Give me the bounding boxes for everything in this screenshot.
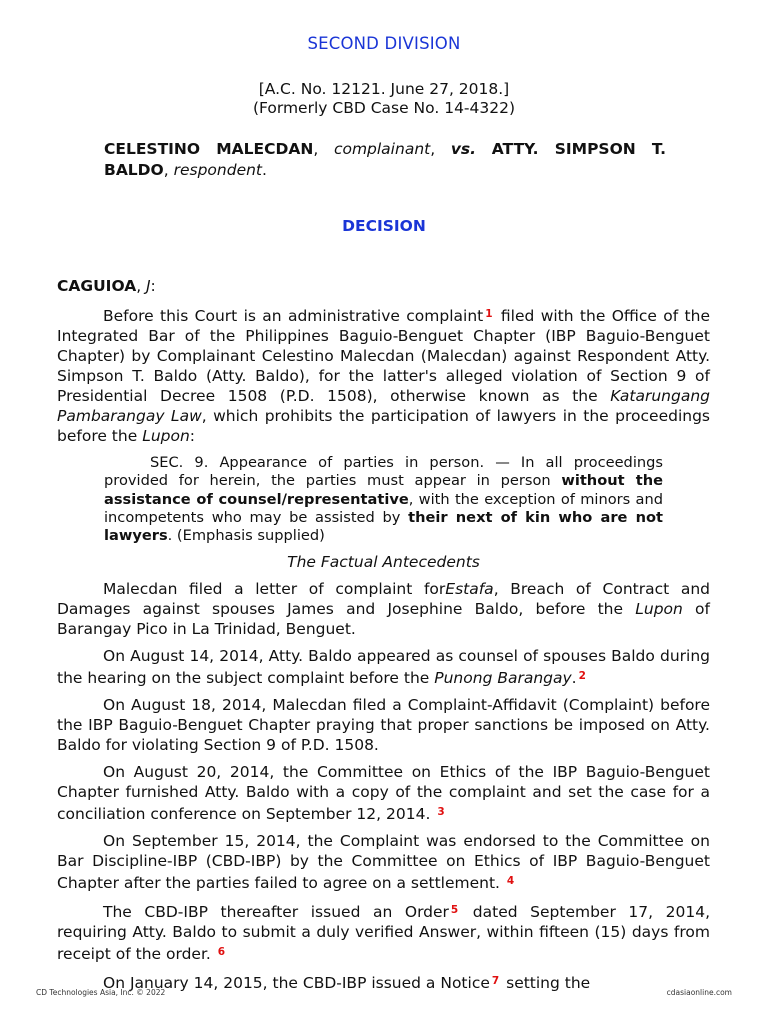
paragraph: On August 18, 2014, Malecdan filed a Complaint-Affidavit (Complaint) before the IBP Baguio-Benguet Chapter praying that proper sanctions be imposed on Atty. Baldo for violating Section 9 of P.D. 1508. xyxy=(57,696,710,755)
paragraph xyxy=(57,762,710,824)
footer-site: cdasiaonline.com xyxy=(666,988,732,997)
paragraph-text: On August 14, 2014, Atty. Baldo appeared as counsel of spouses Baldo during the hearing on the subject complaint before the xyxy=(57,647,710,688)
paragraph xyxy=(57,646,710,688)
paragraph xyxy=(57,831,710,893)
ponente-name: CAGUIOA xyxy=(57,277,137,295)
respondent-role: respondent xyxy=(173,161,262,179)
lupon-term: Lupon xyxy=(142,427,190,445)
footnote-link[interactable]: 3 xyxy=(437,806,445,819)
ponente-suffix: J xyxy=(146,277,151,295)
ponente-line: CAGUIOA, J: xyxy=(57,277,156,295)
lupon-term: Lupon xyxy=(635,600,683,619)
footnote-link[interactable]: 2 xyxy=(578,670,586,683)
footnote-link[interactable]: 1 xyxy=(485,308,493,320)
footnote-link[interactable]: 5 xyxy=(450,904,459,917)
paragraph-text: : xyxy=(189,427,196,445)
paragraph-text: On September 15, 2014, the Complaint was endorsed to the Committee on Bar Discipline-IBP (CBD-IBP) by the Committee on Ethics of IBP Baguio-Benguet Chapter after the parties failed to agree on a settlement. xyxy=(57,832,710,893)
respondent-name: ATTY. SIMPSON T. BALDO xyxy=(104,140,666,179)
paragraph-text: of Barangay Pico in La Trinidad, Benguet. xyxy=(57,600,710,639)
footer-copyright: CD Technologies Asia, Inc. © 2022 xyxy=(36,988,166,997)
complainant-role: complainant xyxy=(333,140,431,158)
paragraph xyxy=(57,579,710,639)
quote-text: . (Emphasis supplied) xyxy=(167,527,325,545)
quote-emphasis: their next of kin who are not lawyers xyxy=(104,508,663,545)
paragraph-text: dated September 17, 2014, requiring Atty. Baldo to submit a duly verified Answer, within fifteen (15) days from receipt of the order. xyxy=(57,903,710,964)
section-heading: The Factual Antecedents xyxy=(287,553,480,572)
paragraph-text: filed with the Office of the Integrated Bar of the Philippines Baguio-Benguet Chapter (IBP Baguio-Benguet Chapter) by Complainant Celestino Malecdan (Malecdan) against Respondent Atty. Simpson T. Baldo (Atty. Baldo), for the latter's alleged violation of Section 9 of Presidential Decree 1508 (P.D. 1508), otherwise known as the xyxy=(57,307,710,405)
paragraph-text: Malecdan filed a letter of complaint for xyxy=(103,580,446,599)
case-citation xyxy=(0,80,768,118)
quote-text: SEC. 9. Appearance of parties in person. — In all proceedings provided for herein, the parties must appear in person xyxy=(104,454,663,490)
footnote-link[interactable]: 4 xyxy=(506,875,515,888)
quote-text: , with the exception of minors and incompetents who may be assisted by xyxy=(104,490,663,526)
paragraph-text: The CBD-IBP thereafter issued an Order xyxy=(103,903,449,922)
complainant-name: CELESTINO MALECDAN xyxy=(104,140,314,158)
paragraph-text: . xyxy=(571,669,577,688)
paragraph-text: setting the xyxy=(501,974,591,993)
paragraph-text: , which prohibits the participation of lawyers in the proceedings before the xyxy=(57,407,710,445)
punong-barangay-term: Punong Barangay xyxy=(434,669,572,688)
footnote-link[interactable]: 6 xyxy=(217,946,226,959)
paragraph-text: Before this Court is an administrative complaint xyxy=(103,307,484,325)
citation-line: [A.C. No. 12121. June 27, 2018.] xyxy=(258,80,510,98)
paragraph-text: , Breach of Contract and Damages against spouses James and Josephine Baldo, before the xyxy=(57,580,710,619)
estafa-term: Estafa xyxy=(445,580,494,599)
case-parties: CELESTINO MALECDAN, complainant, vs. ATTY. SIMPSON T. BALDO, respondent. xyxy=(104,140,666,179)
citation-former-line: (Formerly CBD Case No. 14-4322) xyxy=(252,99,516,117)
division-heading: SECOND DIVISION xyxy=(307,34,461,53)
footnote-link[interactable]: 7 xyxy=(491,975,500,988)
paragraph-text: On August 20, 2014, the Committee on Ethics of the IBP Baguio-Benguet Chapter furnished Atty. Baldo with a copy of the complaint and set the case for a conciliation conference on September 12, 2014. xyxy=(57,763,710,824)
paragraph xyxy=(57,900,710,964)
quote-emphasis: without the assistance of counsel/representative xyxy=(104,472,663,508)
decision-title: DECISION xyxy=(342,217,426,235)
law-name: Katarungang Pambarangay Law xyxy=(57,387,710,425)
decision-body xyxy=(57,276,710,993)
block-quote xyxy=(104,454,663,545)
versus-label: vs. xyxy=(450,140,477,158)
paragraph xyxy=(57,304,710,446)
paragraph-text: On January 14, 2015, the CBD-IBP issued a Notice xyxy=(103,974,490,993)
